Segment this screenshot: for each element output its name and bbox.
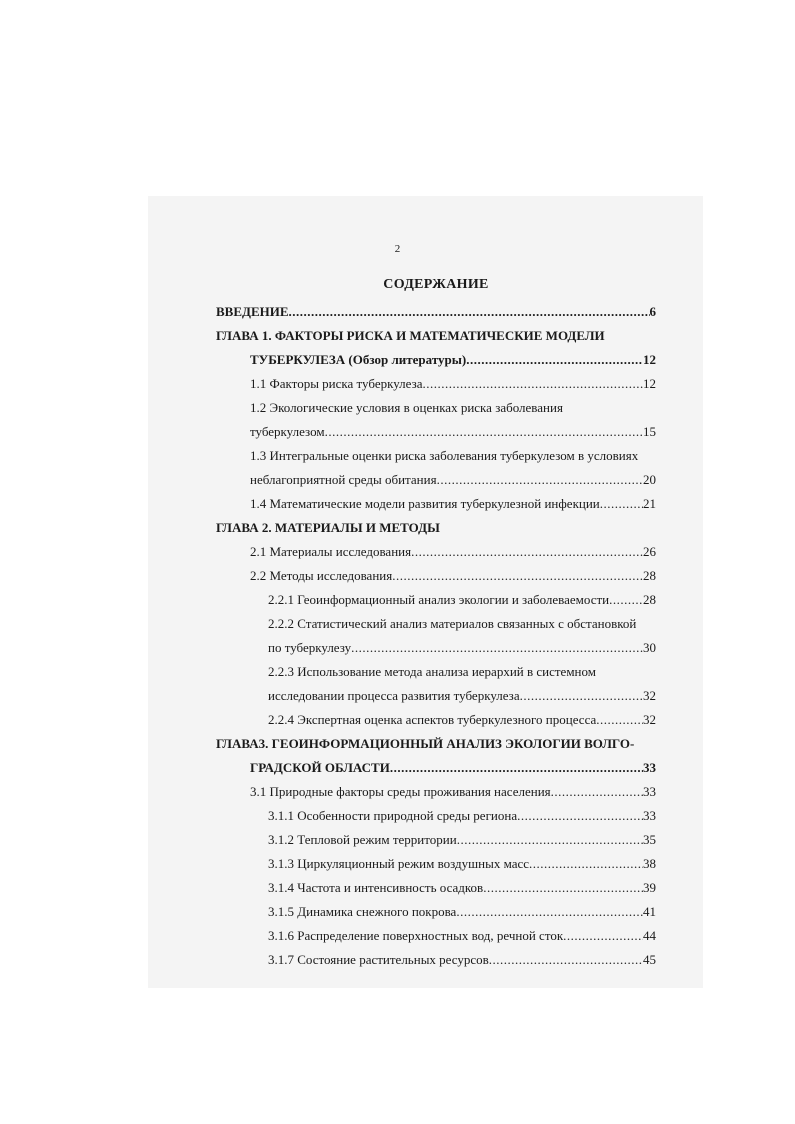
toc-entry-3-1-2: 3.1.2 Тепловой режим территории ..... 35 — [216, 828, 656, 852]
toc-entry-2-2-2: 2.2.2 Статистический анализ материалов связанных с обстановкой — [268, 616, 637, 631]
toc-chapter-3-heading-cont: ГРАДСКОЙ ОБЛАСТИ ..... 33 — [216, 756, 656, 780]
toc-entry-3-1-1: 3.1.1 Особенности природной среды региона ..... 33 — [216, 804, 656, 828]
toc-entry-2-2-3-cont: исследовании процесса развития туберкулеза ..... 32 — [216, 684, 656, 708]
toc-entry-1-3: 1.3 Интегральные оценки риска заболевания туберкулезом в условиях — [250, 448, 639, 463]
toc-entry-3-1-4: 3.1.4 Частота и интенсивность осадков ..... 39 — [216, 876, 656, 900]
toc-entry-1-2: 1.2 Экологические условия в оценках риска заболевания — [250, 400, 563, 415]
toc-entry-3-1-6: 3.1.6 Распределение поверхностных вод, речной сток ..... 44 — [216, 924, 656, 948]
toc-entry-3-1-5: 3.1.5 Динамика снежного покрова ..... 41 — [216, 900, 656, 924]
toc-entry-2-2-2-cont: по туберкулезу ..... 30 — [216, 636, 656, 660]
toc-entry-1-1: 1.1 Факторы риска туберкулеза ..... 12 — [216, 372, 656, 396]
toc-entry-2-2-3: 2.2.3 Использование метода анализа иерархий в системном — [268, 664, 596, 679]
toc-chapter-1-heading: ГЛАВА 1. ФАКТОРЫ РИСКА И МАТЕМАТИЧЕСКИЕ МОДЕЛИ — [216, 328, 605, 343]
toc-chapter-3-heading: ГЛАВА3. ГЕОИНФОРМАЦИОННЫЙ АНАЛИЗ ЭКОЛОГИИ ВОЛГО- — [216, 736, 635, 751]
toc-entry-3-1-7: 3.1.7 Состояние растительных ресурсов ..... 45 — [216, 948, 656, 972]
toc-entry-2-1: 2.1 Материалы исследования ..... 26 — [216, 540, 656, 564]
toc-chapter-1-heading-cont: ТУБЕРКУЛЕЗА (Обзор литературы) ..... 12 — [216, 348, 656, 372]
toc-entry-introduction: ВВЕДЕНИЕ ..... 6 — [216, 300, 656, 324]
toc-entry-3-1-3: 3.1.3 Циркуляционный режим воздушных масс ..... 38 — [216, 852, 656, 876]
toc-entry-1-2-cont: туберкулезом ..... 15 — [216, 420, 656, 444]
toc-entry-2-2: 2.2 Методы исследования ..... 28 — [216, 564, 656, 588]
table-of-contents — [216, 270, 656, 972]
toc-title: СОДЕРЖАНИЕ — [383, 277, 489, 292]
toc-entry-1-3-cont: неблагоприятной среды обитания ..... 20 — [216, 468, 656, 492]
toc-chapter-2-heading: ГЛАВА 2. МАТЕРИАЛЫ И МЕТОДЫ — [216, 520, 440, 535]
toc-entry-1-4: 1.4 Математические модели развития туберкулезной инфекции ..... 21 — [216, 492, 656, 516]
toc-entry-2-2-1: 2.2.1 Геоинформационный анализ экологии и заболеваемости ..... 28 — [216, 588, 656, 612]
toc-entry-3-1: 3.1 Природные факторы среды проживания населения ..... 33 — [216, 780, 656, 804]
toc-entry-2-2-4: 2.2.4 Экспертная оценка аспектов туберкулезного процесса ..... 32 — [216, 708, 656, 732]
page-number: 2 — [394, 243, 401, 255]
